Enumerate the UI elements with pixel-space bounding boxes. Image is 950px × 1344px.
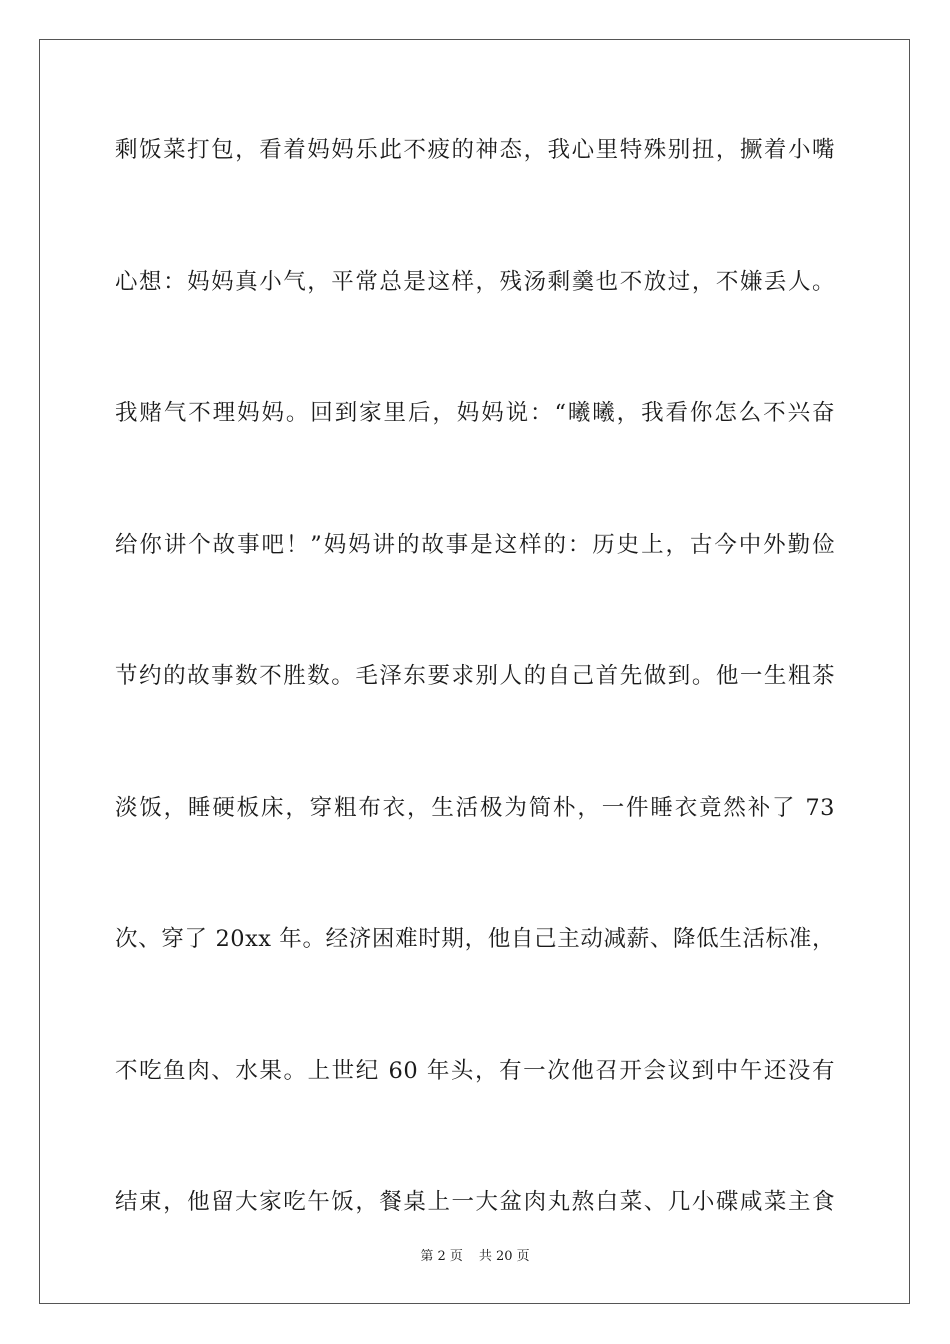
text-line-4: 给你讲个故事吧！”妈妈讲的故事是这样的：历史上，古今中外勤俭	[115, 531, 835, 558]
text-line-6: 淡饭，睡硬板床，穿粗布衣，生活极为简朴，一件睡衣竟然补了 73	[115, 794, 835, 821]
text-line-8: 不吃鱼肉、水果。上世纪 60 年头，有一次他召开会议到中午还没有	[115, 1057, 835, 1084]
page-number: 第 2 页	[420, 1249, 463, 1264]
text-line-7: 次、穿了 20xx 年。经济困难时期，他自己主动减薪、降低生活标准，	[115, 926, 835, 952]
text-line-5: 节约的故事数不胜数。毛泽东要求别人的自己首先做到。他一生粗茶	[115, 663, 835, 689]
text-line-9: 结束，他留大家吃午饭，餐桌上一大盆肉丸熬白菜、几小碟咸菜主食	[115, 1189, 835, 1215]
page-footer	[0, 1247, 950, 1267]
page-total: 共 20 页	[478, 1249, 530, 1264]
text-line-2: 心想：妈妈真小气，平常总是这样，残汤剩羹也不放过，不嫌丢人。	[115, 268, 835, 295]
text-line-3: 我赌气不理妈妈。回到家里后，妈妈说：“曦曦，我看你怎么不兴奋	[115, 400, 835, 426]
text-line-1: 剩饭菜打包，看着妈妈乐此不疲的神态，我心里特殊别扭，撅着小嘴	[115, 137, 835, 163]
document-body	[115, 128, 835, 1312]
